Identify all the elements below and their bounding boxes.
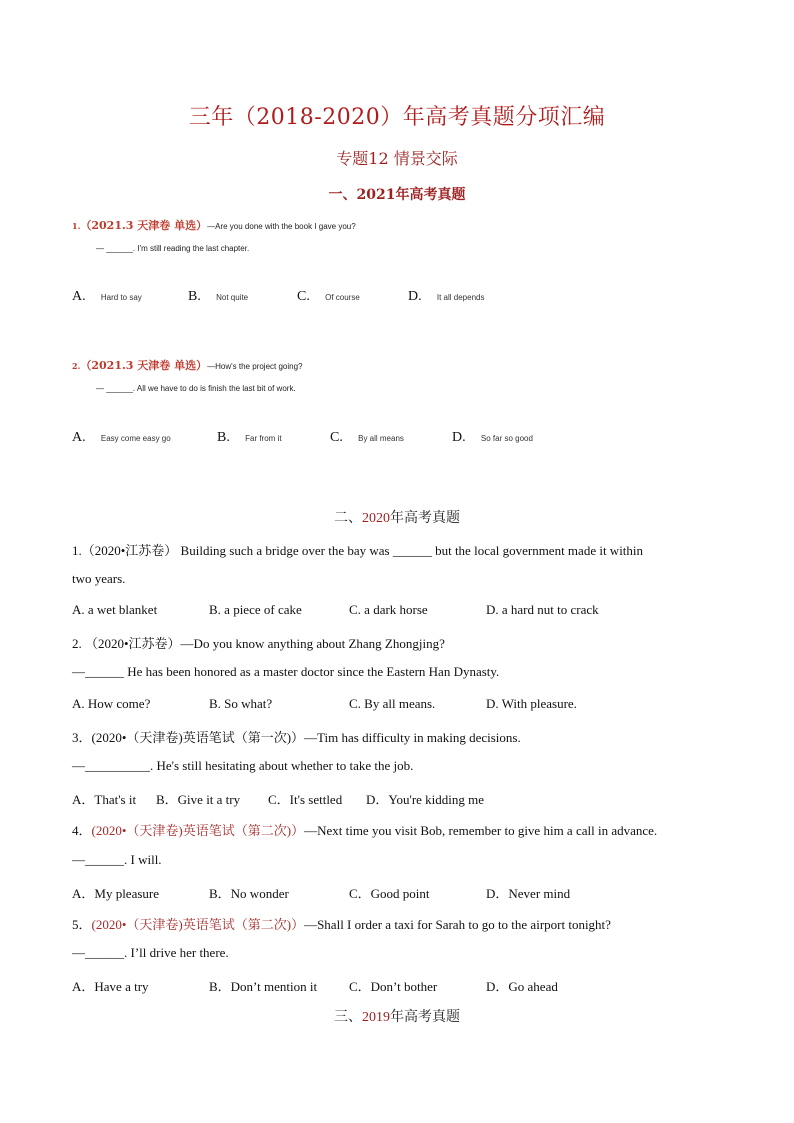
option-b: B．No wonder [209, 886, 289, 901]
option-c: C．Don’t bother [349, 979, 438, 994]
option-a: A．My pleasure [72, 886, 160, 901]
question-line: 5．(2020•（天津卷)英语笔试（第二次)）—Shall I order a taxi for Sarah to go to the airport tonight? [72, 917, 611, 932]
section-heading-2019: 三、2019年高考真题 [334, 1010, 460, 1025]
question-line: 1.（2020•江苏卷） Building such a bridge over the bay was ______ but the local government made it within [72, 543, 644, 558]
option-c: C. a dark horse [349, 602, 428, 617]
option-d: D. It all depends [408, 289, 485, 304]
option-d: D. So far so good [452, 430, 533, 445]
option-b: B. So what? [209, 696, 273, 711]
option-c: C. By all means [330, 430, 404, 445]
option-a: A. Easy come easy go [72, 430, 171, 445]
option-b: B. a piece of cake [209, 602, 302, 617]
question-source: （2021.3 天津卷 单选） [80, 219, 208, 232]
question-line: 2. （2020•江苏卷）—Do you know anything about Zhang Zhongjing? [72, 636, 445, 651]
option-a: A．Have a try [72, 979, 149, 994]
document-subtitle: 专题12 情景交际 [336, 149, 458, 168]
question-stem: —How's the project going? [207, 362, 303, 371]
question-line: two years. [72, 571, 126, 586]
option-c: C．It's settled [268, 792, 343, 807]
section-heading-2021: 一、2021年高考真题 [328, 187, 466, 203]
option-a: A. How come? [72, 696, 151, 711]
option-c: C．Good point [349, 886, 430, 901]
option-d: D. a hard nut to crack [486, 602, 599, 617]
option-d: D. With pleasure. [486, 696, 577, 711]
question-stem: —Are you done with the book I gave you? [207, 222, 356, 231]
option-d: D．You're kidding me [366, 792, 485, 807]
question-reply: — ______. I'm still reading the last chapter. [96, 244, 250, 253]
question-line: —______. I’ll drive her there. [72, 945, 229, 960]
option-b: B. Far from it [217, 430, 282, 445]
option-c: C. By all means. [349, 696, 436, 711]
question-number: 1. [72, 221, 81, 231]
document-title: 三年（2018-2020）年高考真题分项汇编 [188, 105, 606, 130]
question-number: 2. [72, 361, 81, 371]
question-line: —______. I will. [72, 852, 162, 867]
question-2021-2 [72, 354, 302, 373]
option-d: D．Go ahead [486, 979, 558, 994]
option-c: C. Of course [297, 289, 360, 304]
option-a: A. Hard to say [72, 289, 142, 304]
option-d: D．Never mind [486, 886, 571, 901]
question-line: —__________. He's still hesitating about whether to take the job. [72, 758, 414, 773]
question-source: （2021.3 天津卷 单选） [80, 359, 208, 372]
question-line: —______ He has been honored as a master doctor since the Eastern Han Dynasty. [72, 664, 500, 679]
option-a: A．That's it [72, 792, 137, 807]
question-line: 3．(2020•（天津卷)英语笔试（第一次)）—Tim has difficulty in making decisions. [72, 730, 521, 745]
question-line: 4．(2020•（天津卷)英语笔试（第二次)）—Next time you visit Bob, remember to give him a call in advance. [72, 823, 658, 838]
section-heading-2020: 二、2020年高考真题 [334, 511, 460, 526]
question-2021-1 [72, 214, 356, 233]
option-b: B. Not quite [188, 289, 249, 304]
option-a: A. a wet blanket [72, 602, 158, 617]
question-reply: — ______. All we have to do is finish the last bit of work. [96, 384, 296, 393]
option-b: B．Give it a try [156, 792, 241, 807]
option-b: B．Don’t mention it [209, 979, 318, 994]
